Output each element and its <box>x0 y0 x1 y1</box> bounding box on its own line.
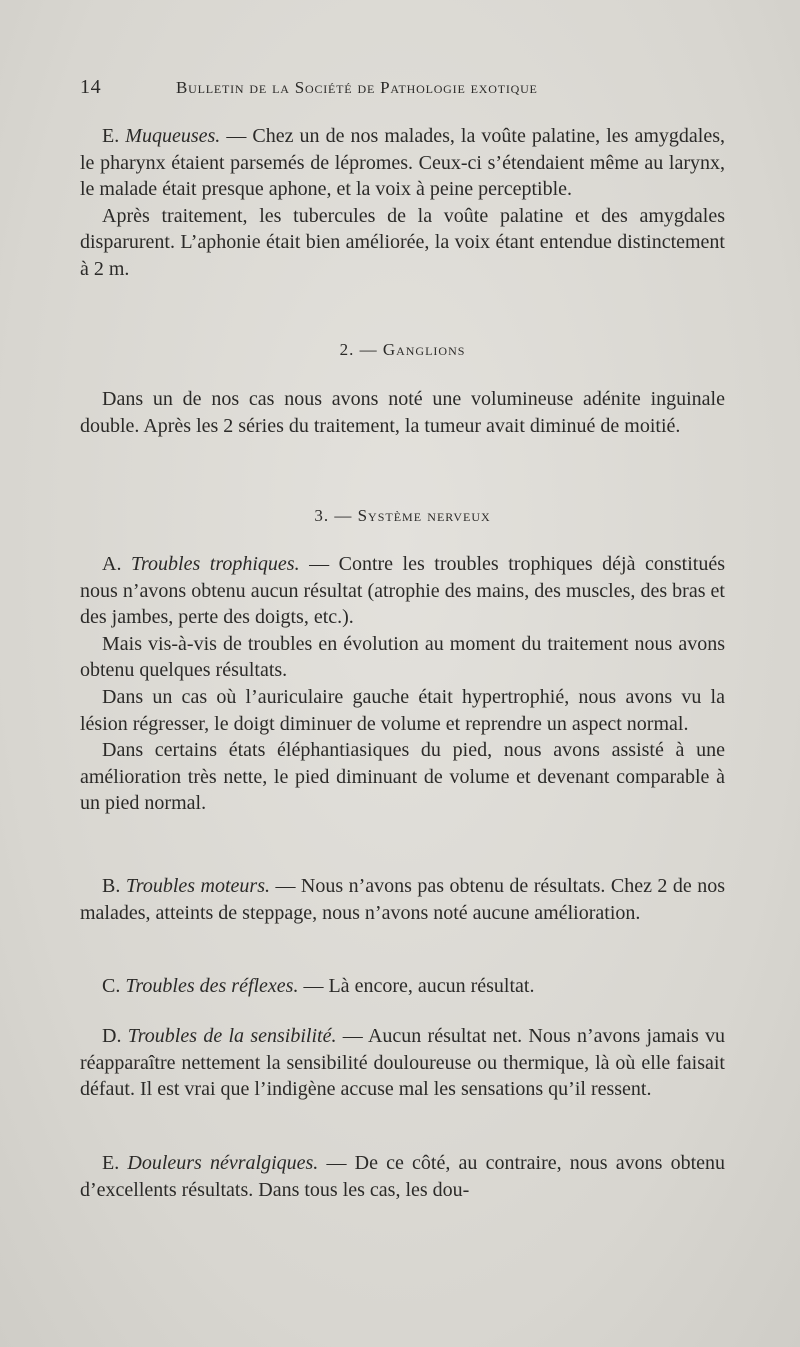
heading-ganglions: 2. — Ganglions <box>339 340 466 359</box>
section-reflexes <box>80 973 725 1000</box>
paragraph: Dans un de nos cas nous avons noté une volumineuse adénite inguinale double. Après les 2 séries du traitement, la tumeur avait diminué de moitié. <box>80 388 725 437</box>
paragraph: Dans certains états éléphantiasiques du pied, nous avons assisté à une amélioration très nette, le pied diminuant de volume et devenant comparable à un pied normal. <box>80 739 725 815</box>
section-title: Troubles des réflexes. <box>125 975 299 997</box>
paragraph: Mais vis-à-vis de troubles en évolution au moment du traitement nous avons obtenu quelques résultats. <box>80 632 725 682</box>
paragraph: Dans un cas où l’auriculaire gauche était hypertrophié, nous avons vu la lésion régresser, le doigt diminuer de volume et reprendre un aspect normal. <box>80 685 725 735</box>
heading-nervous-system: 3. — Système nerveux <box>314 506 491 525</box>
page-number: 14 <box>80 76 102 98</box>
section-mucous <box>80 123 725 283</box>
paragraph: A. Troubles trophiques. — Contre les troubles trophiques déjà constitués nous n’avons obtenu aucun résultat (atrophie des mains, des muscles, des bras et des jambes, perte des doigts, etc.). <box>80 553 725 629</box>
section-trophic <box>80 551 725 817</box>
section-title: Troubles moteurs. <box>125 875 270 897</box>
section-motor <box>80 873 725 926</box>
section-title: Troubles de la sensibilité. <box>127 1025 337 1047</box>
running-header <box>80 76 730 106</box>
section-title: Douleurs névralgiques. <box>127 1152 319 1174</box>
section-title: Muqueuses. <box>125 125 221 147</box>
paragraph: D. Troubles de la sensibilité. — Aucun résultat net. Nous n’avons jamais vu réapparaître nettement la sensibilité douloureuse ou thermique, là où elle faisait défaut. Il est vrai que l’indigène accuse mal les sensations qu’il ressent. <box>80 1025 726 1101</box>
running-title: Bulletin de la Société de Pathologie exotique <box>176 78 538 97</box>
paragraph: C. Troubles des réflexes. — Là encore, aucun résultat. <box>102 975 535 997</box>
paragraph: E. Muqueuses. — Chez un de nos malades, la voûte palatine, les amygdales, le pharynx étaient parsemés de lépromes. Ceux-ci s’étendaient même au larynx, le malade était presque aphone, et la voix à peine perceptible. <box>80 125 726 201</box>
section-ganglions <box>80 386 725 439</box>
paragraph: E. Douleurs névralgiques. — De ce côté, au contraire, nous avons obtenu d’excellents résultats. Dans tous les cas, les dou- <box>80 1152 726 1201</box>
section-sensibility <box>80 1023 725 1103</box>
paragraph: B. Troubles moteurs. — Nous n’avons pas obtenu de résultats. Chez 2 de nos malades, atteints de steppage, nous n’avons noté aucune amélioration. <box>80 875 726 924</box>
section-neuralgic-pain <box>80 1150 725 1203</box>
paragraph: Après traitement, les tubercules de la voûte palatine et des amygdales disparurent. L’aphonie était bien améliorée, la voix étant entendue distinctement à 2 m. <box>80 204 725 280</box>
section-title: Troubles trophiques. <box>130 553 300 575</box>
